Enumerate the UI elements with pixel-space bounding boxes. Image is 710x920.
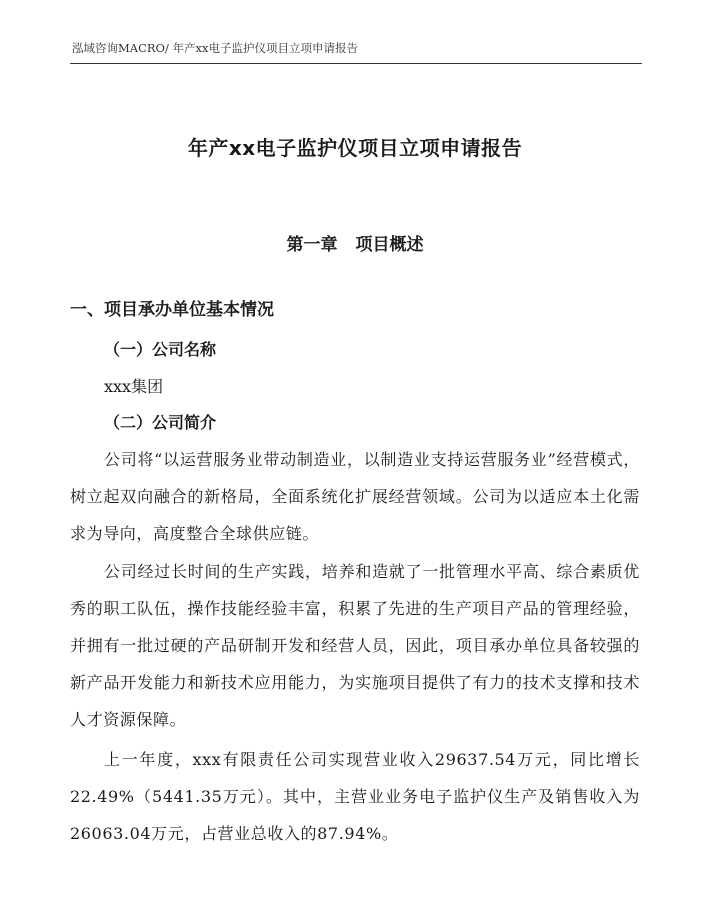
section-heading: 一、项目承办单位基本情况 (70, 300, 274, 320)
body-paragraph: 公司将“以运营服务业带动制造业，以制造业支持运营服务业”经营模式，树立起双向融合的新格局，全面系统化扩展经营领域。公司为以适应本土化需求为导向，高度整合全球供应链。 (70, 450, 640, 543)
subsection-company-name: （一）公司名称 (104, 340, 217, 359)
document-title: 年产xx电子监护仪项目立项申请报告 (187, 136, 523, 160)
header-divider (70, 63, 642, 64)
running-header: 泓域咨询MACRO/ 年产xx电子监护仪项目立项申请报告 (72, 41, 358, 55)
subsection-company-profile: （二）公司简介 (104, 413, 217, 432)
body-paragraph: 上一年度，xxx有限责任公司实现营业收入29637.54万元，同比增长22.49%（5441.35万元）。其中，主营业业务电子监护仪生产及销售收入为26063.04万元，占营业总收入的87.94%。 (70, 750, 640, 843)
body-paragraph: 公司经过长时间的生产实践，培养和造就了一批管理水平高、综合素质优秀的职工队伍，操作技能经验丰富，积累了先进的生产项目产品的管理经验，并拥有一批过硬的产品研制开发和经营人员，因此，项目承办单位具备较强的新产品开发能力和新技术应用能力，为实施项目提供了有力的技术支撑和技术人才资源保障。 (70, 562, 640, 729)
company-name-value: xxx集团 (104, 377, 164, 396)
chapter-title: 第一章 项目概述 (286, 235, 424, 255)
